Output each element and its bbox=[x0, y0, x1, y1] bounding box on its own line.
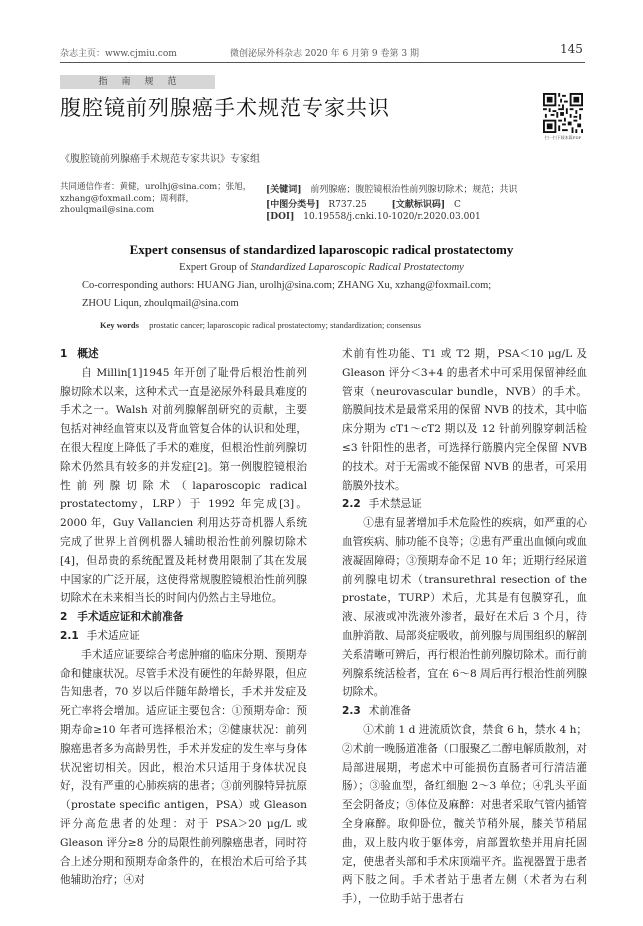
corresponding-authors: 共同通信作者：黄健，urolhj@sina.com；张旭，xzhang@foxmail.com；周利群，zhoulqmail@sina.com bbox=[60, 182, 252, 215]
category-label: 指南规范 bbox=[98, 77, 191, 87]
clc-label: [中图分类号] bbox=[266, 200, 320, 210]
section-2-2-heading bbox=[342, 495, 587, 514]
doc-code-label: [文献标识码] bbox=[391, 200, 446, 210]
author-group: 《腹腔镜前列腺癌手术规范专家共识》专家组 bbox=[60, 154, 260, 165]
section-2-heading bbox=[60, 608, 307, 627]
section-2-1-heading bbox=[60, 627, 307, 646]
classification-row bbox=[266, 197, 461, 210]
page-number: 145 bbox=[560, 42, 583, 56]
keywords-row bbox=[266, 182, 517, 195]
section-2-1-title: 手术适应证 bbox=[86, 629, 140, 642]
header-rule bbox=[60, 62, 585, 63]
section-1-number: 1 bbox=[60, 348, 68, 360]
left-column bbox=[60, 345, 307, 890]
paragraph: 术前有性功能、T1 或 T2 期，PSA＜10 μg/L 及 Gleason 评分＜3+4 的患者术中可采用保留神经血管束（neurovascular bundle，NVB）的手术。筋膜间技术是最常采用的保留 NVB 的技术，其中临床分期为 cT1～cT2 期以及 12 针前列腺穿刺活检≤3 针阳性的患者，可选择行筋膜内完全保留 NVB 的技术。对于无需或不能保留 NVB 的患者，可采用筋膜外技术。 bbox=[342, 348, 587, 492]
journal-issue: 微创泌尿外科杂志 2020 年 6 月第 9 卷第 3 期 bbox=[230, 49, 419, 59]
section-2-3-number: 2.3 bbox=[342, 705, 361, 718]
english-title: Expert consensus of standardized laparoscopic radical prostatectomy bbox=[129, 242, 514, 257]
english-group bbox=[0, 262, 643, 273]
section-2-2-title: 手术禁忌证 bbox=[368, 498, 422, 511]
clc-value: R737.25 bbox=[328, 200, 367, 210]
english-keywords-value: prostatic cancer; laparoscopic radical prostatectomy; standardization; consensus bbox=[149, 320, 421, 330]
english-corr-line2: ZHOU Liqun, zhoulqmail@sina.com bbox=[82, 298, 239, 309]
section-2-title: 手术适应证和术前准备 bbox=[77, 611, 184, 624]
doi-label: [DOI] bbox=[266, 212, 295, 222]
section-2-2-number: 2.2 bbox=[342, 498, 361, 511]
section-2-3-title: 术前准备 bbox=[368, 705, 412, 718]
paragraph: 手术适应证要综合考虑肿瘤的临床分期、预期寿命和健康状况。尽管手术没有硬性的年龄界限，但应告知患者，70 岁以后伴随年龄增长，手术并发症及死亡率将会增加。适应证主要包含：①预期寿命：预期寿命≥10 年者可选择根治术；②健康状况：前列腺癌患者多为高龄男性，手术并发症的发生率与身体状况密切相关。因此，根治术只适用于身体状况良好，没有严重的心肺疾病的患者；③前列腺特异抗原（prostate specific antigen，PSA）或 Gleason 评分高危患者的处理：对于 PSA＞20 μg/L 或 Gleason 评分≥8 分的局限性前列腺癌患者，同时符合上述分期和预期寿命条件的，在根治术后可给予其他辅助治疗；④对 bbox=[60, 648, 307, 887]
paragraph: ①患有显著增加手术危险性的疾病，如严重的心血管疾病、肺功能不良等；②患有严重出血倾向或血液凝固障碍；③预期寿命不足 10 年；近期行经尿道前列腺电切术（transurethral resection of the prostate，TURP）术后，尤其是有包膜穿孔，血液、尿液或冲洗液外渗者，最好在术后 3 个月，待血肿消散、局部炎症吸收，前列腺与周围组织的解剖关系清晰可辨后，再行根治性前列腺切除术。而行前列腺系统活检者，宜在 6～8 周后再行根治性前列腺切除术。 bbox=[342, 517, 587, 699]
doc-code-value: C bbox=[453, 200, 461, 210]
section-1-heading bbox=[60, 345, 307, 364]
english-group-prefix: Expert Group of bbox=[179, 262, 251, 273]
section-2-3-heading bbox=[342, 702, 587, 721]
section-2-number: 2 bbox=[60, 611, 68, 624]
qr-code-icon bbox=[543, 93, 583, 133]
keywords-value: 前列腺癌；腹腔镜根治性前列腺切除术；规范；共识 bbox=[310, 185, 518, 195]
article-title: 腹腔镜前列腺癌手术规范专家共识 bbox=[60, 96, 390, 120]
doi-value: 10.19558/j.cnki.10-1020/r.2020.03.001 bbox=[303, 212, 481, 222]
qr-caption: 扫一扫下载本篇PDF bbox=[544, 135, 582, 140]
english-group-name: Standardized Laparoscopic Radical Prostatectomy bbox=[250, 262, 464, 273]
paragraph: ①术前 1 d 进流质饮食，禁食 6 h，禁水 4 h；②术前一晚肠道准备（口服聚乙二醇电解质散剂，对局部进展期，考虑术中可能损伤直肠者可行清洁灌肠）；③验血型，备红细胞 2～3 单位；④乳头平面至会阴备皮；⑤体位及麻醉：对患者采取气管内插管全身麻醉。取仰卧位，髋关节稍外展，膝关节稍屈曲，双上肢内收于躯体旁，肩部置软垫并用肩托固定，使患者头部和手术床顶端平齐。监视器置于患者两下肢之间。手术者站于患者左侧（术者为右利手），一位助手站于患者右 bbox=[342, 723, 587, 906]
keywords-label: [关键词] bbox=[266, 185, 302, 195]
paragraph: 自 Millin[1]1945 年开创了耻骨后根治性前列腺切除术以来，这种术式一直是泌尿外科最具难度的手术之一。Walsh 对前列腺解剖研究的贡献，主要包括对神经血管束以及背血管复合体的认识和处理，在很大程度上降低了手术的难度，但根治性前列腺切除术仍然具有较多的并发症[2]。第一例腹腔镜根治性前列腺切除术（laparoscopic radical prostatectomy，LRP）于 1992 年完成[3]。2000 年，Guy Vallancien 利用达芬奇机器人系统完成了世界上首例机器人辅助根治性前列腺切除术[4]，但昂贵的系统配置及耗材费用限制了其在发展中国家的广泛开展，这使得常规腹腔镜根治性前列腺切除术在未来相当长的时间内仍然占主导地位。 bbox=[60, 366, 307, 605]
english-keywords-label: Key words bbox=[100, 320, 139, 330]
section-1-title: 概述 bbox=[77, 348, 99, 360]
section-2-1-number: 2.1 bbox=[60, 629, 79, 642]
journal-homepage: 杂志主页：www.cjmiu.com bbox=[60, 49, 177, 59]
english-keywords bbox=[100, 320, 421, 330]
english-corr-line1: Co-corresponding authors: HUANG Jian, urolhj@sina.com; ZHANG Xu, xzhang@foxmail.com; bbox=[82, 280, 492, 291]
right-column bbox=[342, 345, 587, 909]
doi-row bbox=[266, 212, 481, 222]
